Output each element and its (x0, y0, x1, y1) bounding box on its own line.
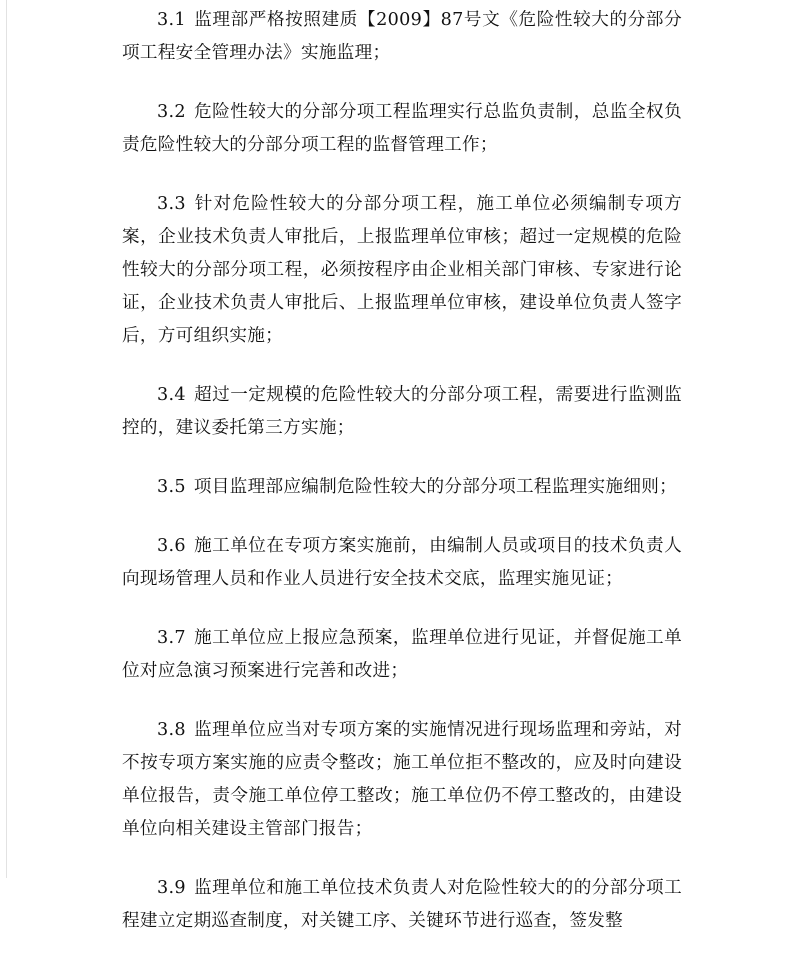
paragraph-3-7 (122, 622, 682, 688)
paragraph-3-1 (122, 4, 682, 70)
paragraph-3-8 (122, 714, 682, 846)
clause-text: 超过一定规模的危险性较大的分部分项工程，需要进行监测监控的，建议委托第三方实施； (122, 385, 682, 438)
clause-text: 项目监理部应编制危险性较大的分部分项工程监理实施细则； (193, 477, 678, 497)
clause-number: 3.1 (157, 10, 186, 30)
page-edge-line (6, 0, 7, 878)
clause-text: 监理部严格按照建质【2009】87号文《危险性较大的分部分项工程安全管理办法》实施监理； (122, 10, 682, 63)
paragraph-3-6 (122, 530, 682, 596)
clause-text: 针对危险性较大的分部分项工程，施工单位必须编制专项方案，企业技术负责人审批后，上报监理单位审核；超过一定规模的危险性较大的分部分项工程，必须按程序由企业相关部门审核、专家进行论证，企业技术负责人审批后、上报监理单位审核，建设单位负责人签字后，方可组织实施； (122, 194, 682, 346)
clause-text: 施工单位应上报应急预案，监理单位进行见证，并督促施工单位对应急演习预案进行完善和改进； (122, 628, 682, 681)
clause-number: 3.8 (157, 720, 186, 740)
clause-number: 3.4 (157, 385, 186, 405)
paragraph-3-5 (122, 471, 682, 504)
clause-number: 3.5 (157, 477, 186, 497)
clause-text: 监理单位和施工单位技术负责人对危险性较大的的分部分项工程建立定期巡查制度，对关键工序、关键环节进行巡查，签发整 (122, 878, 682, 931)
paragraph-3-9 (122, 872, 682, 938)
clause-number: 3.9 (157, 878, 186, 898)
clause-number: 3.6 (157, 536, 186, 556)
clause-text: 施工单位在专项方案实施前，由编制人员或项目的技术负责人向现场管理人员和作业人员进行安全技术交底，监理实施见证； (122, 536, 682, 589)
paragraph-3-3 (122, 188, 682, 353)
clause-number: 3.2 (157, 102, 186, 122)
document-body (122, 4, 682, 964)
clause-text: 危险性较大的分部分项工程监理实行总监负责制，总监全权负责危险性较大的分部分项工程的监督管理工作； (122, 102, 682, 155)
clause-number: 3.3 (157, 194, 186, 214)
paragraph-3-2 (122, 96, 682, 162)
clause-text: 监理单位应当对专项方案的实施情况进行现场监理和旁站，对不按专项方案实施的应责令整改；施工单位拒不整改的，应及时向建设单位报告，责令施工单位停工整改；施工单位仍不停工整改的，由建设单位向相关建设主管部门报告； (122, 720, 682, 839)
clause-number: 3.7 (157, 628, 186, 648)
paragraph-3-4 (122, 379, 682, 445)
